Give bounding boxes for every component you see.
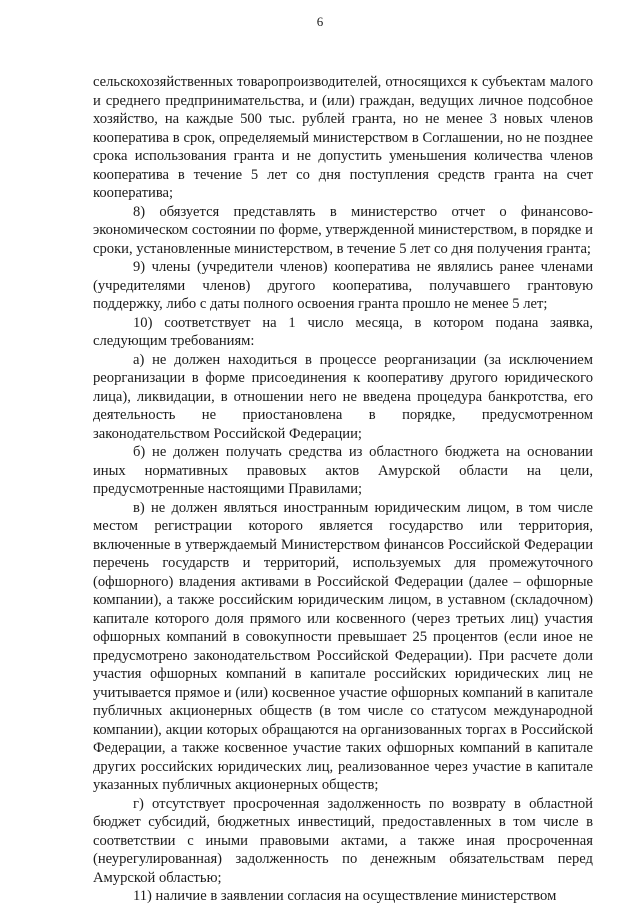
document-body xyxy=(93,73,593,906)
paragraph-item-10: 10) соответствует на 1 число месяца, в котором подана заявка, следующим требованиям: xyxy=(93,314,593,349)
paragraph-item-9: 9) члены (учредители членов) кооператива не являлись ранее членами (учредителями членов) другого кооператива, получавшего грантовую поддержку, либо с даты полного освоения гранта прошло не менее 5 лет; xyxy=(93,259,593,312)
paragraph-subitem-v: в) не должен являться иностранным юридическим лицом, в том числе местом регистрации которого является государство или территория, включенные в утверждаемый Министерством финансов Российской Федерации перечень государств и территорий, используемых для промежуточного (офшорного) владения активами в Российской Федерации (далее – офшорные компании), а также российским юридическим лицом, в уставном (складочном) капитале которого доля прямого или косвенного (через третьих лиц) участия офшорных компаний в совокупности превышает 25 процентов (если иное не предусмотрено законодательством Российской Федерации). При расчете доли участия офшорных компаний в капитале российских юридических лиц не учитывается прямое и (или) косвенное участие офшорных компаний в капитале публичных акционерных обществ (в том числе со статусом международной компании), акции которых обращаются на организованных торгах в Российской Федерации, а также косвенное участие таких офшорных компаний в капитале других российских юридических лиц, реализованное через участие в капитале указанных публичных акционерных обществ; xyxy=(93,499,593,793)
paragraph-subitem-g: г) отсутствует просроченная задолженность по возврату в областной бюджет субсидий, бюджетных инвестиций, предоставленных в том числе в соответствии с иными правовыми актами, а также иная просроченная (неурегулированная) задолженность по денежным обязательствам перед Амурской областью; xyxy=(93,795,593,886)
paragraph-item-8: 8) обязуется представлять в министерство отчет о финансово-экономическом состоянии по форме, утвержденной министерством, в порядке и сроки, установленные министерством, в течение 5 лет со дня получения гранта; xyxy=(93,203,593,257)
paragraph-subitem-a: а) не должен находиться в процессе реорганизации (за исключением реорганизации в форме присоединения к кооперативу другого юридического лица), ликвидации, в отношении него не введена процедура банкротства, его деятельность не приостановлена в порядке, предусмотренном законодательством Российской Федерации; xyxy=(93,351,593,442)
paragraph-item-11: 11) наличие в заявлении согласия на осуществление министерством xyxy=(133,888,557,904)
paragraph-subitem-b: б) не должен получать средства из областного бюджета на основании иных нормативных правовых актов Амурской области на цели, предусмотренные настоящими Правилами; xyxy=(93,444,593,497)
paragraph-continuation: сельскохозяйственных товаропроизводителей, относящихся к субъектам малого и среднего предпринимательства, и (или) граждан, ведущих личное подсобное хозяйство, на каждые 500 тыс. рублей гранта, но не менее 3 новых членов кооператива в срок, определяемый министерством в Соглашении, но не позднее срока использования гранта и не допустить уменьшения количества членов кооператива в течение 5 лет со дня поступления средств гранта на счет кооператива; xyxy=(93,74,593,201)
page-number: 6 xyxy=(316,14,324,29)
